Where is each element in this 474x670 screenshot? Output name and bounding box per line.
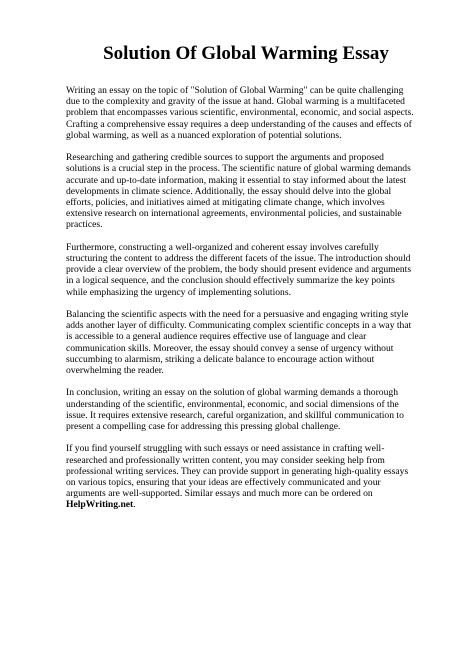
paragraph-style: Balancing the scientific aspects with the need for a persuasive and engaging writing style adds another layer of difficulty. Communicating complex scientific concepts in a way that is accessible to a general audience requires effective use of language and clear communication skills. Moreover, the essay should convey a sense of urgency without succumbing to alarmism, striking a delicate balance to encourage action without overwhelming the reader. xyxy=(66,309,412,377)
paragraph-promo xyxy=(66,443,414,510)
paragraph-promo-text: If you find yourself struggling with such essays or need assistance in crafting well-researched and professionally written content, you may consider seeking help from professional writing services. They can provide support in generating high-quality essays on various topics, ensuring that your ideas are effectively communicated and your arguments are well-supported. Similar essays and much more can be ordered on xyxy=(66,443,409,500)
paragraph-conclusion: In conclusion, writing an essay on the solution of global warming demands a thorough understanding of the scientific, environmental, economic, and social dimensions of the issue. It requires extensive research, careful organization, and skillful communication to present a compelling case for addressing this pressing global challenge. xyxy=(66,387,404,433)
document-body xyxy=(66,85,414,522)
paragraph-structure: Furthermore, constructing a well-organized and coherent essay involves carefully structuring the content to address the different facets of the issue. The introduction should provide a clear overview of the problem, the body should present evidence and arguments in a logical sequence, and the conclusion should effectively summarize the key points while emphasizing the urgency of implementing solutions. xyxy=(66,241,412,298)
helpwriting-link[interactable]: HelpWriting.net xyxy=(66,499,134,511)
document-title: Solution Of Global Warming Essay xyxy=(103,43,389,64)
paragraph-research: Researching and gathering credible sources to support the arguments and proposed solutions is a crucial step in the process. The scientific nature of global warming demands accurate and up-to-date information, making it essential to stay informed about the latest developments in climate science. Additionally, the essay should delve into the global efforts, policies, and initiatives aimed at mitigating climate change, which involves extensive research on international agreements, environmental policies, and sustainable practices. xyxy=(66,152,411,231)
paragraph-intro: Writing an essay on the topic of "Solution of Global Warming" can be quite challenging due to the complexity and gravity of the issue at hand. Global warming is a multifaceted problem that encompasses various scientific, environmental, economic, and social aspects. Crafting a comprehensive essay requires a deep understanding of the causes and effects of global warming, as well as a nuanced exploration of potential solutions. xyxy=(66,85,414,141)
paragraph-promo-trailing: . xyxy=(133,499,136,511)
